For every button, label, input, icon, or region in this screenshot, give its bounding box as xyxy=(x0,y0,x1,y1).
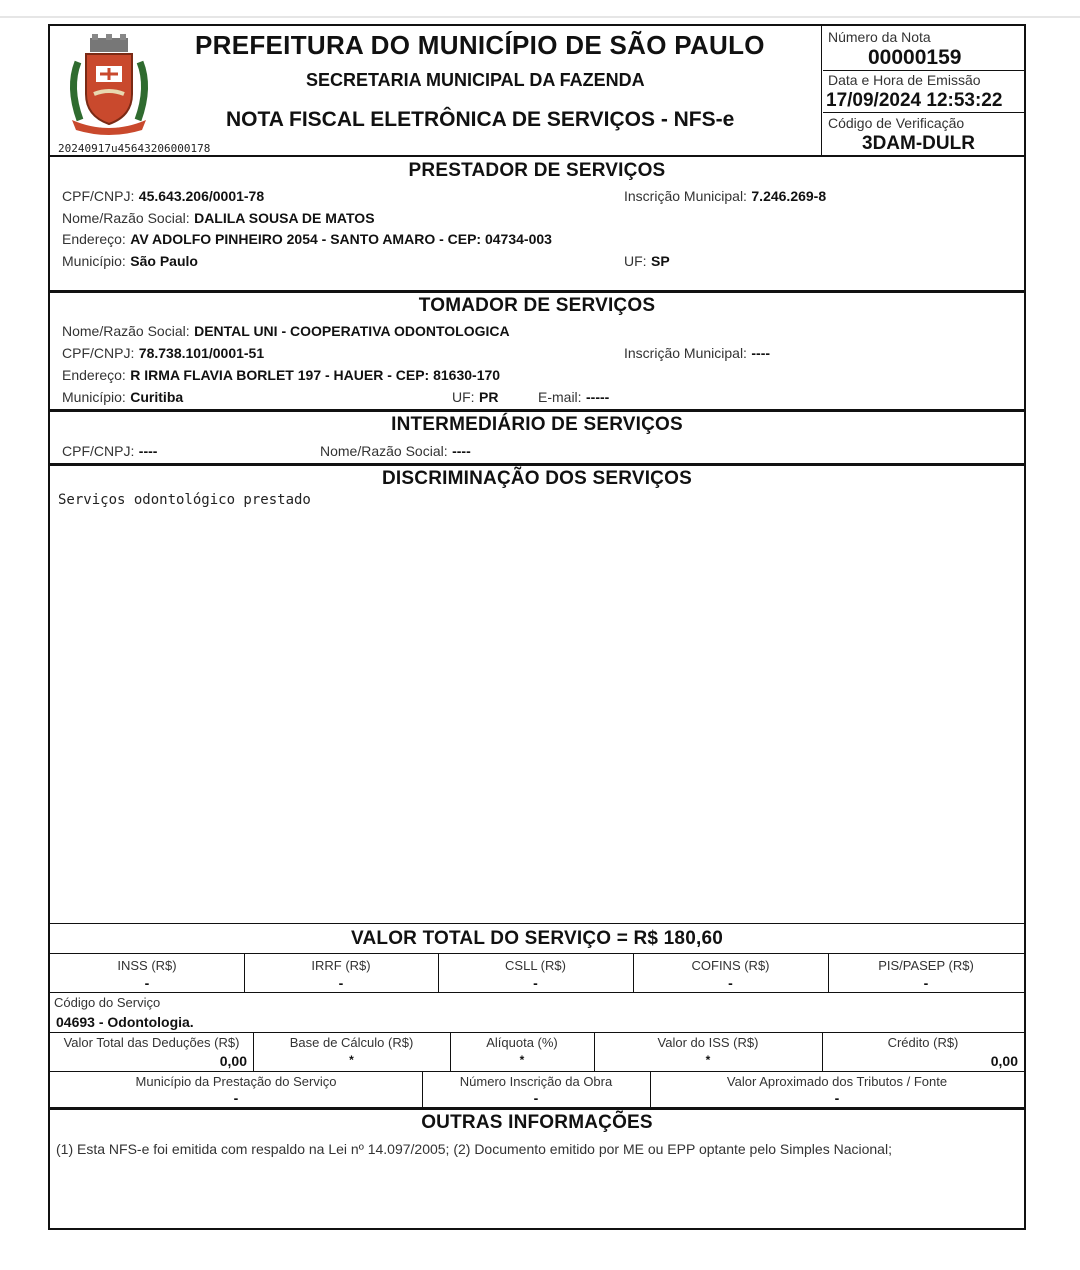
codigo-label: Código de Verificação xyxy=(828,115,965,131)
tomador-uf xyxy=(452,389,498,407)
value: ---- xyxy=(138,443,158,459)
value: 7.246.269-8 xyxy=(751,188,827,204)
value: ----- xyxy=(586,389,610,405)
label: Endereço: xyxy=(62,367,126,383)
aliquota-label: Alíquota (%) xyxy=(486,1035,558,1050)
irrf-label: IRRF (R$) xyxy=(311,958,371,973)
irrf-value: - xyxy=(338,975,344,991)
calculo-bottom-divider xyxy=(50,1071,1024,1072)
value: ---- xyxy=(452,443,471,459)
intermediario-bottom-divider xyxy=(50,463,1024,466)
value: 78.738.101/0001-51 xyxy=(138,345,265,361)
tomador-nome xyxy=(62,323,510,341)
prestador-uf xyxy=(624,253,670,271)
tomador-municipio xyxy=(62,389,183,407)
tomador-cnpj xyxy=(62,345,264,363)
outras-title: OUTRAS INFORMAÇÕES xyxy=(421,1112,653,1133)
page-top-divider xyxy=(0,16,1080,18)
pis-label: PIS/PASEP (R$) xyxy=(878,958,974,973)
valor-total: VALOR TOTAL DO SERVIÇO = R$ 180,60 xyxy=(351,928,723,949)
label: UF: xyxy=(452,389,475,405)
credito-label: Crédito (R$) xyxy=(887,1035,959,1050)
value: Curitiba xyxy=(130,389,184,405)
prefeitura-title: PREFEITURA DO MUNICÍPIO DE SÃO PAULO xyxy=(195,30,765,60)
tomador-inscricao xyxy=(624,345,770,363)
value: 45.643.206/0001-78 xyxy=(138,188,265,204)
csll-value: - xyxy=(533,975,538,991)
municipio-prestacao-value: - xyxy=(233,1090,239,1106)
discriminacao-title: DISCRIMINAÇÃO DOS SERVIÇOS xyxy=(382,468,692,489)
credito-value: 0,00 xyxy=(990,1053,1018,1069)
codigo-servico-label: Código do Serviço xyxy=(54,995,161,1010)
data-divider xyxy=(823,112,1024,113)
servico-bottom-divider xyxy=(50,1032,1024,1033)
document-title: NOTA FISCAL ELETRÔNICA DE SERVIÇOS - NFS-e xyxy=(226,108,735,131)
inscricao-obra-value: - xyxy=(533,1090,539,1106)
header-right-divider xyxy=(821,26,822,156)
label: E-mail: xyxy=(538,389,582,405)
inss-label: INSS (R$) xyxy=(117,958,177,973)
tomador-bottom-divider xyxy=(50,409,1024,412)
total-bottom-divider xyxy=(50,953,1024,954)
barcode-text: 20240917u45643206000178 xyxy=(58,142,211,155)
header-bottom-divider xyxy=(50,155,1024,157)
secretaria-subtitle: SECRETARIA MUNICIPAL DA FAZENDA xyxy=(306,70,645,90)
valor-iss-value: * xyxy=(705,1053,711,1067)
csll-label: CSLL (R$) xyxy=(505,958,566,973)
label: Inscrição Municipal: xyxy=(624,345,747,361)
city-coat-of-arms xyxy=(64,32,154,138)
discriminacao-text: Serviços odontológico prestado xyxy=(58,492,311,508)
valor-aproximado-value: - xyxy=(834,1090,840,1106)
codigo-servico-value: 04693 - Odontologia. xyxy=(56,1014,194,1030)
prestador-bottom-divider xyxy=(50,290,1024,293)
base-calculo-label: Base de Cálculo (R$) xyxy=(289,1035,414,1050)
label: Nome/Razão Social: xyxy=(62,210,190,226)
numero-label: Número da Nota xyxy=(828,29,931,45)
municipio-prestacao-label: Município da Prestação do Serviço xyxy=(135,1074,337,1089)
nfse-document xyxy=(48,24,1026,1230)
label: Município: xyxy=(62,389,126,405)
tomador-title: TOMADOR DE SERVIÇOS xyxy=(418,295,656,316)
inscricao-obra-label: Número Inscrição da Obra xyxy=(459,1074,613,1089)
outras-text: (1) Esta NFS-e foi emitida com respaldo na Lei nº 14.097/2005; (2) Documento emitido por ME ou EPP optante pelo Simples Nacional; xyxy=(56,1141,892,1157)
total-top-divider xyxy=(50,923,1024,924)
deducoes-value: 0,00 xyxy=(219,1053,247,1069)
tomador-email xyxy=(538,389,609,407)
data-value: 17/09/2024 12:53:22 xyxy=(826,90,1003,111)
prestador-cnpj xyxy=(62,188,264,206)
label: Nome/Razão Social: xyxy=(320,443,448,459)
label: CPF/CNPJ: xyxy=(62,443,135,459)
intermediario-title: INTERMEDIÁRIO DE SERVIÇOS xyxy=(391,414,683,435)
value: ---- xyxy=(751,345,771,361)
label: CPF/CNPJ: xyxy=(62,188,135,204)
prestador-nome xyxy=(62,210,375,228)
value: SP xyxy=(651,253,670,269)
aliquota-value: * xyxy=(519,1053,525,1067)
tributos-bottom-divider xyxy=(50,992,1024,993)
label: UF: xyxy=(624,253,647,269)
numero-value: 00000159 xyxy=(868,46,962,69)
base-calculo-value: * xyxy=(349,1053,354,1067)
label: Nome/Razão Social: xyxy=(62,323,190,339)
tomador-endereco xyxy=(62,367,500,385)
cofins-value: - xyxy=(728,975,733,991)
value: DENTAL UNI - COOPERATIVA ODONTOLOGICA xyxy=(194,323,510,339)
prestador-municipio xyxy=(62,253,198,271)
prestador-title: PRESTADOR DE SERVIÇOS xyxy=(408,160,666,181)
cofins-label: COFINS (R$) xyxy=(691,958,770,973)
prestador-endereco xyxy=(62,231,552,249)
label: CPF/CNPJ: xyxy=(62,345,135,361)
label: Inscrição Municipal: xyxy=(624,188,747,204)
label: Município: xyxy=(62,253,126,269)
pis-value: - xyxy=(923,975,929,991)
data-label: Data e Hora de Emissão xyxy=(828,72,981,88)
local-bottom-divider xyxy=(50,1107,1024,1110)
deducoes-label: Valor Total das Deduções (R$) xyxy=(63,1035,240,1050)
inss-value: - xyxy=(144,975,150,991)
codigo-value: 3DAM-DULR xyxy=(862,133,975,154)
value: R IRMA FLAVIA BORLET 197 - HAUER - CEP: 81630-170 xyxy=(130,367,501,383)
label: Endereço: xyxy=(62,231,126,247)
valor-iss-label: Valor do ISS (R$) xyxy=(657,1035,759,1050)
intermediario-cnpj xyxy=(62,443,157,461)
numero-divider xyxy=(823,70,1024,71)
value: PR xyxy=(479,389,499,405)
valor-aproximado-label: Valor Aproximado dos Tributos / Fonte xyxy=(726,1074,948,1089)
intermediario-nome xyxy=(320,443,471,461)
value: DALILA SOUSA DE MATOS xyxy=(194,210,375,226)
value: AV ADOLFO PINHEIRO 2054 - SANTO AMARO - CEP: 04734-003 xyxy=(130,231,552,247)
prestador-inscricao xyxy=(624,188,826,206)
value: São Paulo xyxy=(130,253,198,269)
